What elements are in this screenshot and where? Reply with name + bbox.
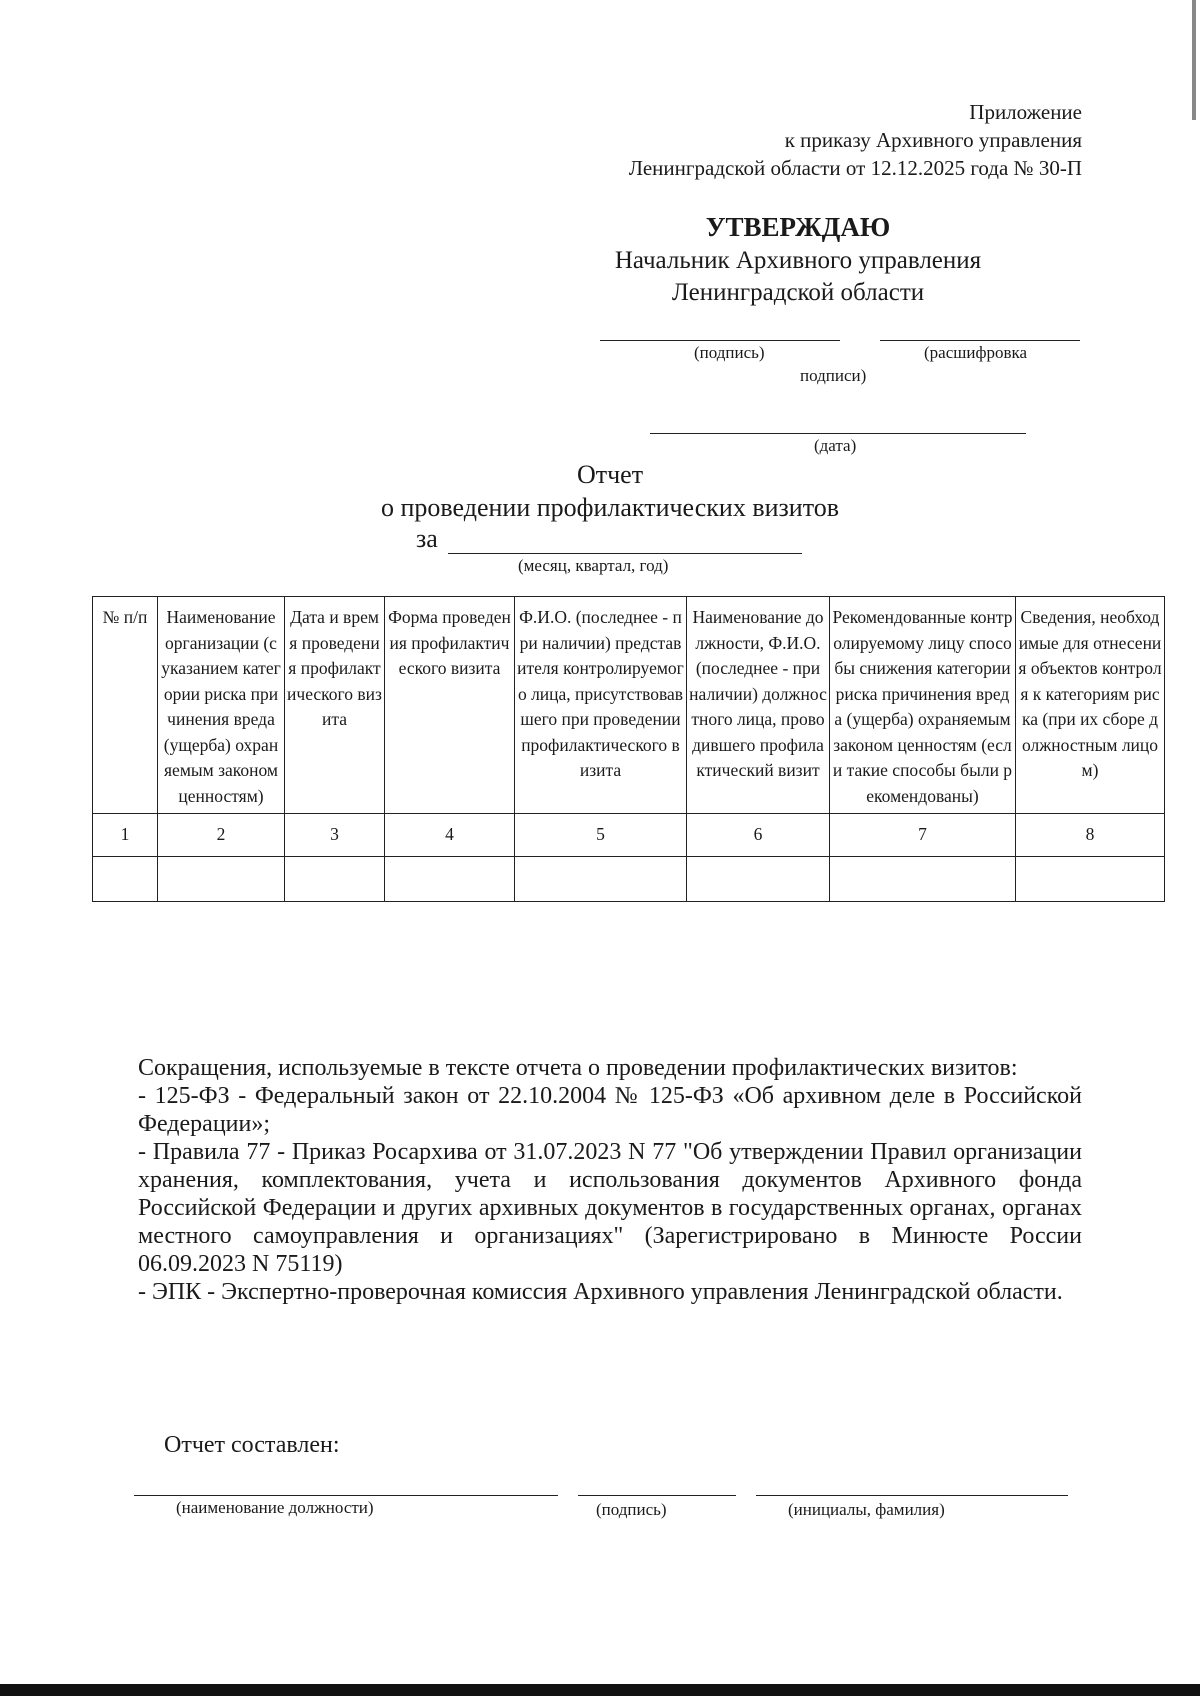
approval-signature-caption: (подпись) (694, 343, 765, 362)
report-period-caption: (месяц, квартал, год) (518, 556, 669, 575)
number-cell: 3 (285, 814, 385, 857)
number-cell: 1 (93, 814, 158, 857)
table-number-row (93, 814, 1165, 857)
empty-cell (687, 857, 830, 902)
header-cell: Форма проведения профилактического визита (385, 597, 515, 814)
header-cell: Дата и время проведения профилактического визита (285, 597, 385, 814)
compiled-label: Отчет составлен: (164, 1432, 340, 1458)
number-cell: 6 (687, 814, 830, 857)
empty-cell (1016, 857, 1165, 902)
approval-decode-caption-2: подписи) (800, 366, 867, 385)
report-table (92, 596, 1165, 902)
appendix-line-1: Приложение (969, 100, 1082, 124)
number-cell: 4 (385, 814, 515, 857)
report-subtitle: о проведении профилактических визитов (380, 493, 840, 522)
empty-cell (285, 857, 385, 902)
number-cell: 8 (1016, 814, 1165, 857)
number-cell: 5 (515, 814, 687, 857)
compiled-name-caption: (инициалы, фамилия) (788, 1500, 945, 1519)
number-cell: 2 (158, 814, 285, 857)
empty-cell (385, 857, 515, 902)
compiled-position-caption: (наименование должности) (176, 1498, 374, 1517)
header-cell: Наименование должности, Ф.И.О. (последнее - при наличии) должностного лица, проводившего профилактический визит (687, 597, 830, 814)
table-empty-row (93, 857, 1165, 902)
approval-title: УТВЕРЖДАЮ (705, 212, 891, 242)
empty-cell (515, 857, 687, 902)
report-title: Отчет (576, 460, 644, 489)
empty-cell (830, 857, 1016, 902)
empty-cell (93, 857, 158, 902)
header-cell: № п/п (93, 597, 158, 814)
abbreviation-item: - ЭПК - Экспертно-проверочная комиссия Архивного управления Ленинградской области. (138, 1279, 1063, 1305)
appendix-line-3: Ленинградской области от 12.12.2025 года № 30-П (628, 156, 1082, 180)
report-period-line (448, 553, 802, 554)
scan-edge-right (1192, 0, 1196, 120)
header-cell: Наименование организации (с указанием категории риска причинения вреда (ущерба) охраняемым законом ценностям) (158, 597, 285, 814)
empty-cell (158, 857, 285, 902)
approval-decode-line (880, 340, 1080, 341)
header-cell: Ф.И.О. (последнее - при наличии) представителя контролируемого лица, присутствовавшего при проведении профилактического визита (515, 597, 687, 814)
scan-edge-bottom (0, 1684, 1200, 1696)
number-cell: 7 (830, 814, 1016, 857)
appendix-line-2: к приказу Архивного управления (784, 128, 1082, 152)
compiled-signature-line (578, 1495, 736, 1496)
abbreviations-block (138, 1054, 1082, 1306)
abbreviations-intro: Сокращения, используемые в тексте отчета о проведении профилактических визитов: (138, 1055, 1018, 1081)
compiled-position-line (134, 1495, 558, 1496)
compiled-signature-caption: (подпись) (596, 1500, 667, 1519)
approval-date-caption: (дата) (814, 436, 857, 455)
table-header-row (93, 597, 1165, 814)
approval-position-line-2: Ленинградской области (671, 279, 925, 306)
compiled-name-line (756, 1495, 1068, 1496)
report-period-prefix: за (416, 524, 438, 553)
abbreviation-item: - 125-ФЗ - Федеральный закон от 22.10.2004 № 125-ФЗ «Об архивном деле в Российской Федерации»; (138, 1083, 1082, 1137)
approval-date-line (650, 433, 1026, 434)
header-cell: Рекомендованные контролируемому лицу способы снижения категории риска причинения вреда (ущерба) охраняемым законом ценностям (если такие способы были рекомендованы) (830, 597, 1016, 814)
approval-position-line-1: Начальник Архивного управления (614, 247, 982, 274)
approval-signature-line (600, 340, 840, 341)
header-cell: Сведения, необходимые для отнесения объектов контроля к категориям риска (при их сборе должностным лицом) (1016, 597, 1165, 814)
approval-decode-caption-1: (расшифровка (924, 343, 1028, 362)
abbreviation-item: - Правила 77 - Приказ Росархива от 31.07.2023 N 77 "Об утверждении Правил организации хранения, комплектования, учета и использования документов Архивного фонда Российской Федерации и других архивных документов в государственных органах, органах местного самоуправления и организациях" (Зарегистрировано в Минюсте России 06.09.2023 N 75119) (138, 1139, 1082, 1277)
